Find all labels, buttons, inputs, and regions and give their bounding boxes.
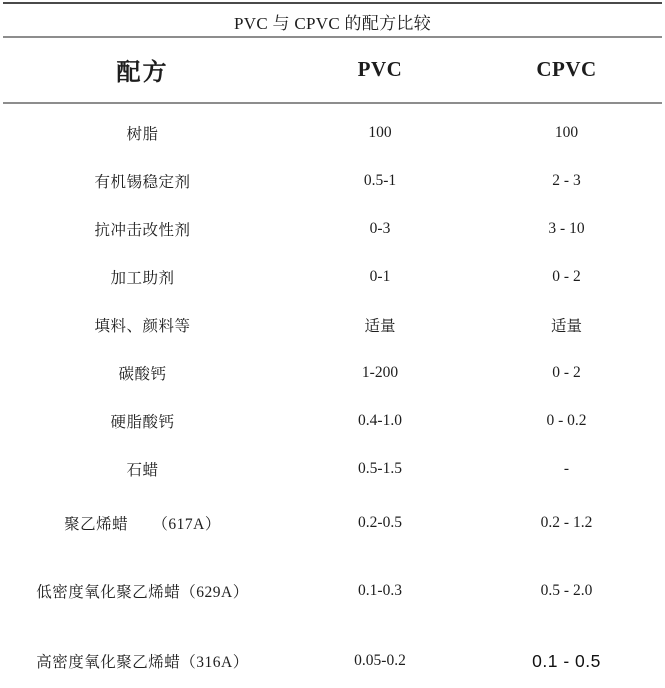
cpvc-value: 3 - 10 [548, 220, 585, 237]
pvc-value: 0.5-1 [363, 172, 397, 189]
pvc-value: 适量 [364, 318, 396, 335]
pvc-value: 1-200 [361, 364, 399, 381]
column-header-formula: 配方 [116, 59, 169, 86]
table-title: PVC 与 CPVC 的配方比较 [233, 14, 432, 33]
pvc-value: 0.5-1.5 [358, 460, 402, 477]
row-label: 加工助剂 [110, 270, 175, 287]
row-label: 低密度氧化聚乙烯蜡（629A） [36, 584, 249, 601]
column-header-pvc: PVC [357, 57, 403, 81]
pvc-value: 0.05-0.2 [354, 652, 406, 669]
pvc-value: 0.1-0.3 [358, 582, 402, 599]
cpvc-value: 0.1 - 0.5 [532, 650, 601, 671]
column-header-cpvc: CPVC [536, 57, 597, 81]
cpvc-value: 0.5 - 2.0 [540, 582, 593, 599]
row-label: 填料、颜料等 [94, 318, 191, 335]
table-row-pe-wax-617a [0, 493, 658, 553]
table-row-calcium-stearate [0, 397, 658, 445]
row-label: 高密度氧化聚乙烯蜡（316A） [36, 654, 249, 671]
table-row-filler-pigment [0, 301, 658, 349]
top-rule [3, 2, 662, 4]
table-row-impact-modifier [0, 205, 658, 253]
table-row-hd-oxidized-pe-wax-316a [0, 629, 658, 688]
cpvc-value: 0 - 0.2 [546, 412, 587, 429]
table-row-paraffin-wax [0, 445, 658, 493]
table-row-processing-aid [0, 253, 658, 301]
row-label: 石蜡 [126, 462, 159, 479]
cpvc-value: 0.2 - 1.2 [540, 514, 593, 531]
row-label: 抗冲击改性剂 [94, 222, 191, 239]
pvc-value: 100 [368, 124, 392, 141]
table-row-ld-oxidized-pe-wax-629a [0, 553, 658, 629]
table-row-resin [0, 109, 658, 157]
cpvc-value: 0 - 2 [552, 268, 581, 285]
row-label: 聚乙烯蜡 （617A） [64, 516, 221, 533]
table-header-row [0, 37, 658, 102]
pvc-value: 0-1 [369, 268, 391, 285]
cpvc-value: - [563, 460, 570, 477]
pvc-value: 0.4-1.0 [358, 412, 402, 429]
pvc-value: 0-3 [369, 220, 391, 237]
table-body [0, 109, 658, 688]
pvc-value: 0.2-0.5 [358, 514, 402, 531]
row-label: 树脂 [126, 126, 159, 143]
row-label: 碳酸钙 [118, 366, 167, 383]
row-label: 有机锡稳定剂 [94, 174, 191, 191]
row-label: 硬脂酸钙 [110, 414, 175, 431]
cpvc-value: 100 [554, 124, 579, 141]
cpvc-value: 0 - 2 [552, 364, 581, 381]
header-divider-rule [3, 102, 662, 104]
cpvc-value: 2 - 3 [552, 172, 581, 189]
cpvc-value: 适量 [550, 318, 582, 335]
table-row-calcium-carbonate [0, 349, 658, 397]
table-row-organotin-stabilizer [0, 157, 658, 205]
